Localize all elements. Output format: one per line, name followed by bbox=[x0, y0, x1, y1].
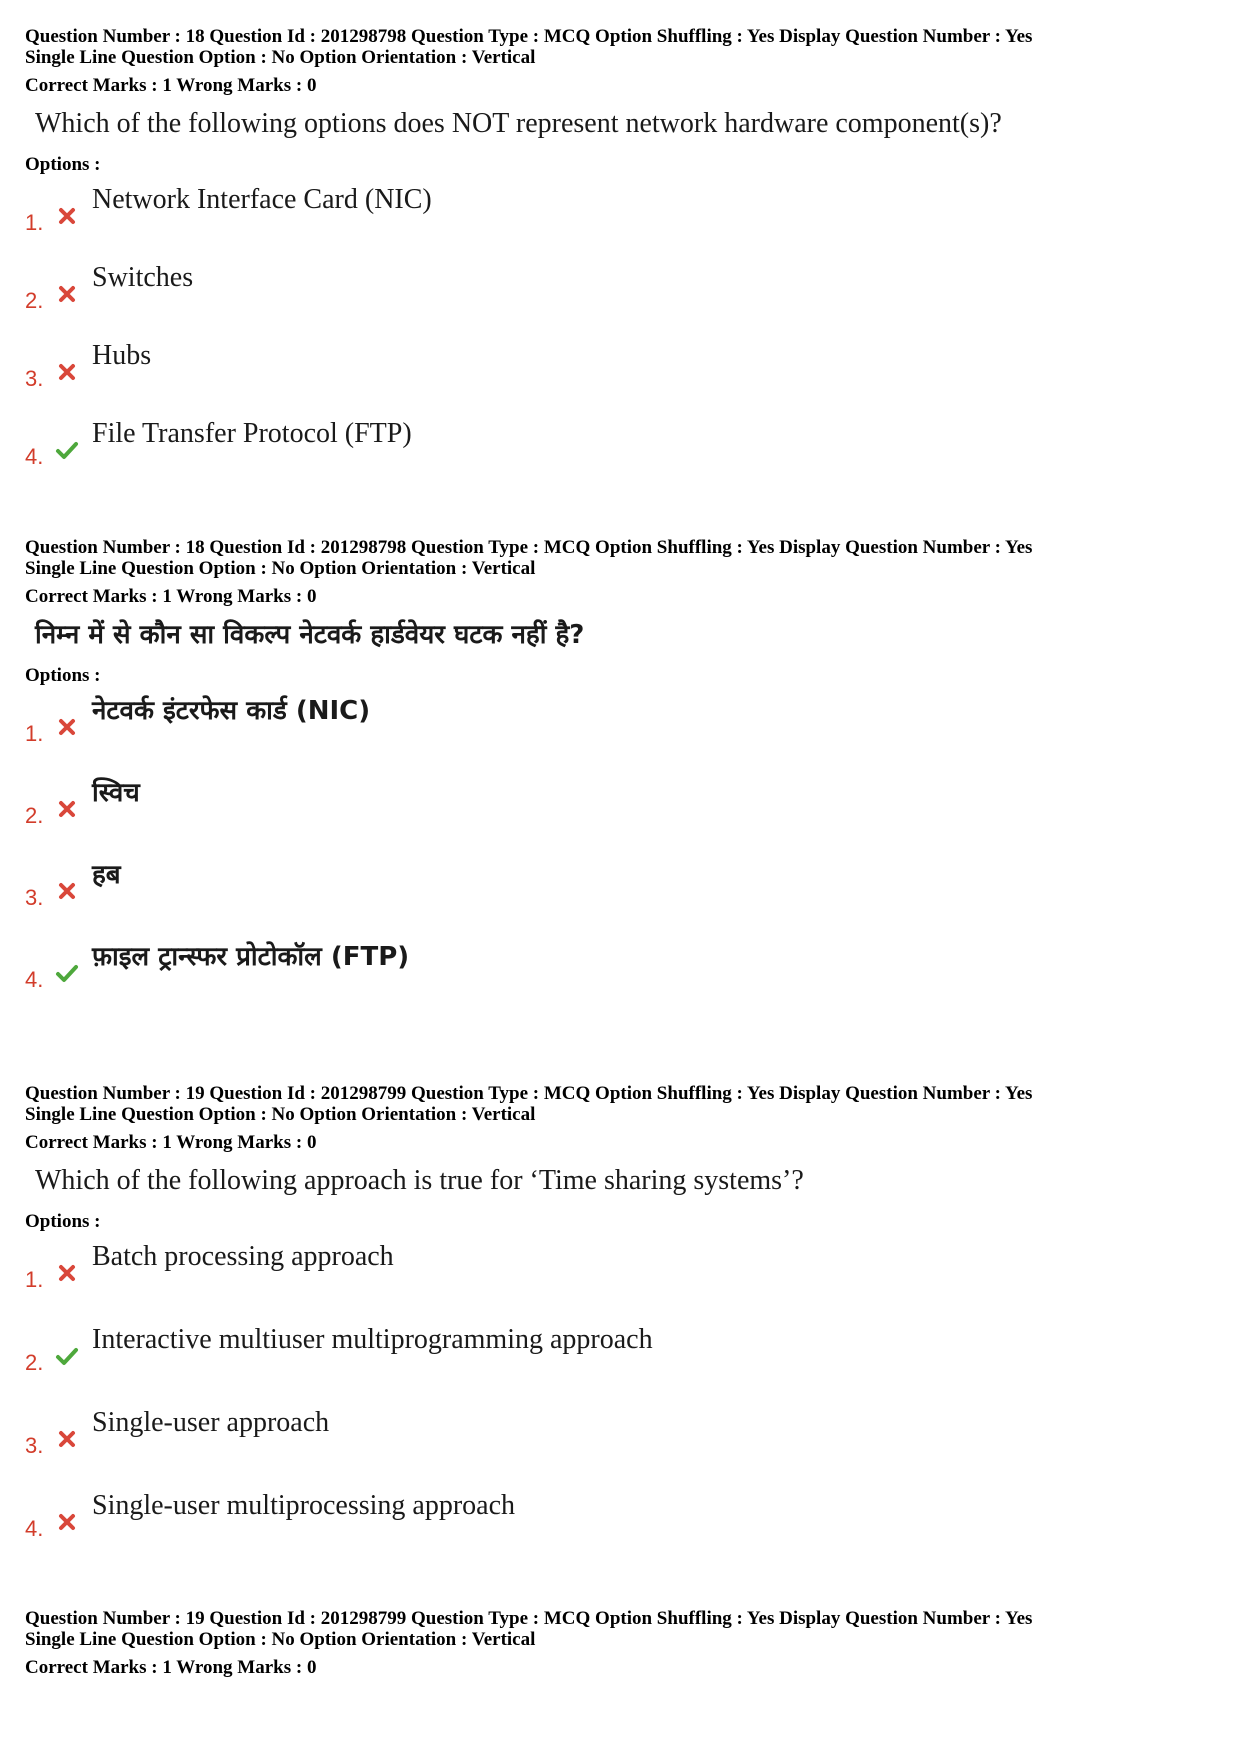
option-text: Batch processing approach bbox=[92, 1241, 394, 1272]
question-meta-line-1: Question Number : 18 Question Id : 201298798 Question Type : MCQ Option Shuffling : Yes Display Question Number : Yes bbox=[25, 537, 1033, 558]
option-text: Single-user multiprocessing approach bbox=[92, 1490, 516, 1521]
cross-icon bbox=[55, 1261, 79, 1285]
option-number: 4. bbox=[25, 444, 44, 469]
question-text: Which of the following approach is true for ‘Time sharing systems’? bbox=[35, 1165, 804, 1196]
option-number: 1. bbox=[25, 210, 44, 235]
option-number: 2. bbox=[25, 803, 44, 828]
options-label: Options : bbox=[25, 154, 101, 175]
options-label: Options : bbox=[25, 1211, 101, 1232]
cross-icon bbox=[55, 1510, 79, 1534]
marks-line: Correct Marks : 1 Wrong Marks : 0 bbox=[25, 586, 317, 607]
option-1 bbox=[25, 1241, 1215, 1324]
question-meta-line-1: Question Number : 19 Question Id : 201298799 Question Type : MCQ Option Shuffling : Yes Display Question Number : Yes bbox=[25, 1083, 1033, 1104]
option-3 bbox=[25, 340, 1215, 418]
cross-icon bbox=[55, 360, 79, 384]
option-text: Network Interface Card (NIC) bbox=[92, 184, 432, 215]
check-icon bbox=[55, 438, 79, 462]
option-text: Hubs bbox=[92, 340, 152, 371]
check-icon bbox=[55, 1344, 79, 1368]
question-block-1 bbox=[25, 26, 1215, 496]
cross-icon bbox=[55, 715, 79, 739]
option-number: 2. bbox=[25, 288, 44, 313]
cross-icon bbox=[55, 282, 79, 306]
cross-icon bbox=[55, 204, 79, 228]
question-meta-line-1: Question Number : 19 Question Id : 201298799 Question Type : MCQ Option Shuffling : Yes Display Question Number : Yes bbox=[25, 1608, 1033, 1629]
option-number: 3. bbox=[25, 1433, 44, 1458]
option-2 bbox=[25, 777, 1215, 859]
option-text: नेटवर्क इंटरफेस कार्ड (NIC) bbox=[92, 696, 371, 726]
option-number: 4. bbox=[25, 967, 44, 992]
option-text: स्विच bbox=[92, 778, 140, 808]
options-list bbox=[25, 695, 1215, 1023]
option-text: Interactive multiuser multiprogramming approach bbox=[92, 1324, 653, 1355]
option-number: 4. bbox=[25, 1516, 44, 1541]
marks-line: Correct Marks : 1 Wrong Marks : 0 bbox=[25, 1132, 317, 1153]
question-meta-line-2: Single Line Question Option : No Option Orientation : Vertical bbox=[25, 1629, 536, 1650]
options-list bbox=[25, 1241, 1215, 1573]
question-block-4 bbox=[25, 1608, 1215, 1678]
option-3 bbox=[25, 859, 1215, 941]
option-4 bbox=[25, 1490, 1215, 1573]
question-meta-line-1: Question Number : 18 Question Id : 201298798 Question Type : MCQ Option Shuffling : Yes Display Question Number : Yes bbox=[25, 26, 1033, 47]
option-4 bbox=[25, 418, 1215, 496]
option-number: 1. bbox=[25, 721, 44, 746]
question-text: निम्न में से कौन सा विकल्प नेटवर्क हार्डवेयर घटक नहीं है? bbox=[35, 620, 585, 650]
option-text: File Transfer Protocol (FTP) bbox=[92, 418, 412, 449]
cross-icon bbox=[55, 797, 79, 821]
options-list bbox=[25, 184, 1215, 496]
marks-line: Correct Marks : 1 Wrong Marks : 0 bbox=[25, 75, 317, 96]
question-text: Which of the following options does NOT represent network hardware component(s)? bbox=[35, 108, 1002, 139]
question-meta-line-2: Single Line Question Option : No Option Orientation : Vertical bbox=[25, 558, 536, 579]
option-text: Switches bbox=[92, 262, 194, 293]
option-3 bbox=[25, 1407, 1215, 1490]
check-icon bbox=[55, 961, 79, 985]
option-number: 3. bbox=[25, 885, 44, 910]
cross-icon bbox=[55, 879, 79, 903]
option-1 bbox=[25, 695, 1215, 777]
options-label: Options : bbox=[25, 665, 101, 686]
option-text: Single-user approach bbox=[92, 1407, 330, 1438]
option-number: 3. bbox=[25, 366, 44, 391]
marks-line: Correct Marks : 1 Wrong Marks : 0 bbox=[25, 1657, 317, 1678]
cross-icon bbox=[55, 1427, 79, 1451]
option-number: 1. bbox=[25, 1267, 44, 1292]
option-4 bbox=[25, 941, 1215, 1023]
question-meta-line-2: Single Line Question Option : No Option Orientation : Vertical bbox=[25, 1104, 536, 1125]
option-text: हब bbox=[92, 860, 121, 890]
option-text: फ़ाइल ट्रान्स्फर प्रोटोकॉल (FTP) bbox=[92, 942, 410, 972]
option-1 bbox=[25, 184, 1215, 262]
option-2 bbox=[25, 262, 1215, 340]
option-2 bbox=[25, 1324, 1215, 1407]
option-number: 2. bbox=[25, 1350, 44, 1375]
question-block-3 bbox=[25, 1083, 1215, 1573]
question-block-2 bbox=[25, 537, 1215, 1023]
question-meta-line-2: Single Line Question Option : No Option Orientation : Vertical bbox=[25, 47, 536, 68]
